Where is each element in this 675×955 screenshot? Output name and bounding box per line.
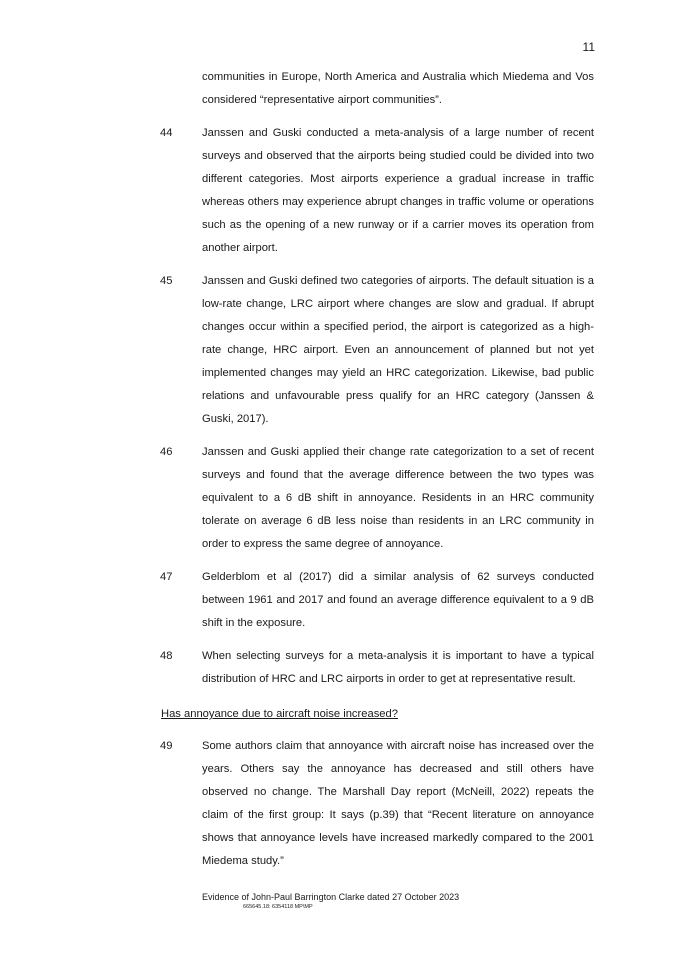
paragraph-text: Some authors claim that annoyance with aircraft noise has increased over the years. Others say the annoyance has decreased and still others have observed no change. The Marshall Day report (McNeill, 2022) repeats the claim of the first group: It says (p.39) that “Recent literature on annoyance shows that annoyance levels have increased markedly compared to the 2001 Miedema study.”: [202, 740, 594, 867]
section-heading: Has annoyance due to aircraft noise increased?: [161, 708, 398, 720]
footer-reference: 665645.18: 6354118 MP\MP: [243, 904, 313, 910]
paragraph-number: 46: [160, 446, 173, 458]
paragraph-number: 49: [160, 740, 173, 752]
page-number: 11: [582, 40, 595, 54]
numbered-paragraph: [0, 441, 675, 556]
paragraph-text: Janssen and Guski conducted a meta-analysis of a large number of recent surveys and observed that the airports being studied could be divided into two different categories. Most airports experience a gradual increase in traffic whereas others may experience abrupt changes in traffic volume or operations such as the opening of a new runway or if a carrier moves its operation from another airport.: [202, 127, 594, 254]
paragraph-number: 48: [160, 650, 173, 662]
paragraph-text: When selecting surveys for a meta-analysis it is important to have a typical distribution of HRC and LRC airports in order to get at representative result.: [202, 650, 594, 685]
paragraph-text: Janssen and Guski applied their change rate categorization to a set of recent surveys and found that the average difference between the two types was equivalent to a 6 dB shift in annoyance. Residents in an HRC community tolerate on average 6 dB less noise than residents in an LRC community in order to express the same degree of annoyance.: [202, 446, 594, 550]
paragraph-number: 44: [160, 127, 173, 139]
paragraph-group-a: [0, 122, 675, 691]
paragraph-number: 45: [160, 275, 173, 287]
paragraph-number: 47: [160, 571, 173, 583]
paragraph-text: communities in Europe, North America and Australia which Miedema and Vos considered “representative airport communities”.: [202, 71, 594, 106]
paragraph-continuation: [0, 66, 675, 112]
numbered-paragraph: [0, 566, 675, 635]
numbered-paragraph: [0, 270, 675, 431]
document-body: [0, 66, 675, 883]
numbered-paragraph: [0, 735, 675, 873]
paragraph-text: Janssen and Guski defined two categories of airports. The default situation is a low-rate change, LRC airport where changes are slow and gradual. If abrupt changes occur within a specified period, the airport is categorized as a high-rate change, HRC airport. Even an announcement of planned but not yet implemented changes may yield an HRC categorization. Likewise, bad public relations and unfavourable press qualify for an HRC category (Janssen & Guski, 2017).: [202, 275, 594, 425]
page-footer: [202, 892, 459, 911]
numbered-paragraph: [0, 122, 675, 260]
paragraph-text: Gelderblom et al (2017) did a similar analysis of 62 surveys conducted between 1961 and 2017 and found an average difference equivalent to a 9 dB shift in the exposure.: [202, 571, 594, 629]
numbered-paragraph: [0, 645, 675, 691]
footer-title: Evidence of John-Paul Barrington Clarke dated 27 October 2023: [202, 892, 460, 902]
paragraph-group-b: [0, 735, 675, 873]
